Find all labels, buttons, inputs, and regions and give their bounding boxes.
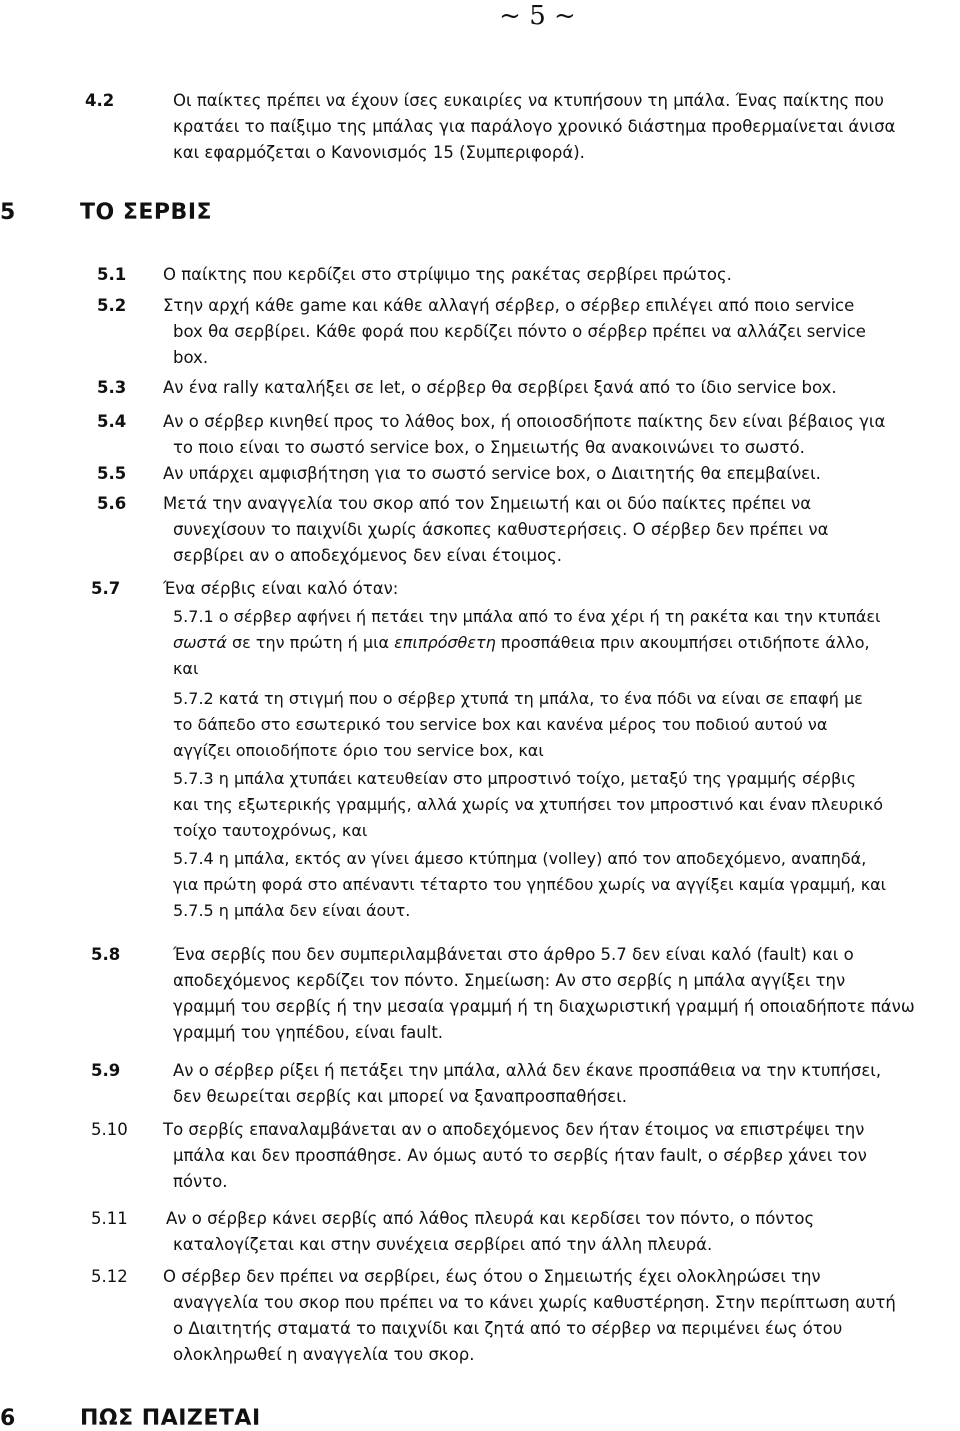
rule-text-line: Στην αρχή κάθε game και κάθε αλλαγή σέρβερ, ο σέρβερ επιλέγει από ποιο service [163,296,855,315]
rule-text-line: αποδεχόμενος κερδίζει τον πόντο. Σημείωση: Αν στο σερβίς η μπάλα αγγίξει την [173,971,846,990]
rule-text-line: Ο σέρβερ δεν πρέπει να σερβίρει, έως ότου ο Σημειωτής έχει ολοκληρώσει την [163,1267,821,1286]
subrule-text-line [173,630,886,656]
rule-text-line: κρατάει το παίξιμο της μπάλας για παράλογο χρονικό διάστημα προθερμαίνεται άνισα [173,117,896,136]
section-title: ΤΟ ΣΕΡΒΙΣ [80,200,213,225]
rule-number: 5.7 [91,579,121,598]
section-number: 5 [0,200,16,225]
rule-text-line: Ένα σερβίς που δεν συμπεριλαμβάνεται στο άρθρο 5.7 δεν είναι καλό (fault) και ο [173,945,854,964]
rule-number: 5.5 [97,464,127,483]
rule-number: 5.2 [97,296,127,315]
rule-text-line: καταλογίζεται και στην συνέχεια σερβίρει από την άλλη πλευρά. [173,1235,713,1254]
text-span: προσπάθεια πριν ακουμπήσει οτιδήποτε άλλο, [495,633,870,652]
rule-number: 5.8 [91,945,121,964]
subrule-text-line: 5.7.5 η μπάλα δεν είναι άουτ. [173,901,411,920]
rule-text-line: και εφαρμόζεται ο Κανονισμός 15 (Συμπεριφορά). [173,143,585,162]
subrule-text-line: για πρώτη φορά στο απέναντι τέταρτο του γηπέδου χωρίς να αγγίξει καμία γραμμή, και [173,875,887,894]
rule-text-line: box θα σερβίρει. Κάθε φορά που κερδίζει πόντο ο σέρβερ πρέπει να αλλάζει service [173,322,866,341]
rule-text-line: μπάλα και δεν προσπάθησε. Αν όμως αυτό το σερβίς ήταν fault, ο σέρβερ χάνει τον [173,1146,867,1165]
rule-text-line: Αν ένα rally καταλήξει σε let, ο σέρβερ θα σερβίρει ξανά από το ίδιο service box. [163,378,837,397]
rule-text-line: ολοκληρωθεί η αναγγελία του σκορ. [173,1345,475,1364]
rule-text-line: Αν ο σέρβερ κινηθεί προς το λάθος box, ή οποιοσδήποτε παίκτης δεν είναι βέβαιος για [163,412,886,431]
text-span: σε την πρώτη ή μια [226,633,395,652]
rule-number: 5.4 [97,412,127,431]
subrule-text-line: 5.7.2 κατά τη στιγμή που ο σέρβερ χτυπά τη μπάλα, το ένα πόδι να είναι σε επαφή με [173,689,863,708]
page-number: ~ 5 ~ [499,1,576,31]
rule-text-line: δεν θεωρείται σερβίς και μπορεί να ξαναπροσπαθήσει. [173,1087,628,1106]
rule-text-line: Το σερβίς επαναλαμβάνεται αν ο αποδεχόμενος δεν ήταν έτοιμος να επιστρέψει την [163,1120,865,1139]
rule-number: 5.9 [91,1061,121,1080]
rule-text-line: ο Διαιτητής σταματά το παιχνίδι και ζητά από το σέρβερ να περιμένει έως ότου [173,1319,843,1338]
rule-number: 5.12 [91,1267,128,1286]
rule-text-line: γραμμή του σερβίς ή την μεσαία γραμμή ή τη διαχωριστική γραμμή ή οποιαδήποτε πάνω [173,997,915,1016]
rule-number: 5.10 [91,1120,128,1139]
rule-text-line: Αν ο σέρβερ κάνει σερβίς από λάθος πλευρά και κερδίσει τον πόντο, ο πόντος [166,1209,815,1228]
subrule-text-line: 5.7.3 η μπάλα χτυπάει κατευθείαν στο μπροστινό τοίχο, μεταξύ της γραμμής σέρβις [173,769,856,788]
section-number: 6 [0,1406,16,1431]
italic-word: επιπρόσθετη [394,633,496,652]
rule-text-line: πόντο. [173,1172,228,1191]
rule-5-7-subitems [173,604,886,924]
rule-text-line: box. [173,348,209,367]
rule-number: 5.3 [97,378,127,397]
rule-number: 5.6 [97,494,127,513]
section-title: ΠΩΣ ΠΑΙΖΕΤΑΙ [80,1406,261,1431]
rule-text-line: Οι παίκτες πρέπει να έχουν ίσες ευκαιρίες να κτυπήσουν τη μπάλα. Ένας παίκτης που [173,91,884,110]
rule-number: 4.2 [85,91,115,110]
rule-text-line: το ποιο είναι το σωστό service box, ο Σημειωτής θα ανακοινώνει το σωστό. [173,438,805,457]
subrule-text-line: αγγίζει οποιοδήποτε όριο του service box, και [173,741,544,760]
subrule-text-line: 5.7.4 η μπάλα, εκτός αν γίνει άμεσο κτύπημα (volley) από τον αποδεχόμενο, αναπηδά, [173,849,867,868]
subrule-text-line: το δάπεδο στο εσωτερικό του service box και κανένα μέρος του ποδιού αυτού να [173,715,828,734]
rule-text-line: Ένα σέρβις είναι καλό όταν: [163,579,399,598]
subrule-text-line: 5.7.1 ο σέρβερ αφήνει ή πετάει την μπάλα από το ένα χέρι ή τη ρακέτα και την κτυπάει [173,607,881,626]
rule-text-line: γραμμή του γηπέδου, είναι fault. [173,1023,444,1042]
rule-text-line: Αν υπάρχει αμφισβήτηση για το σωστό service box, ο Διαιτητής θα επεμβαίνει. [163,464,821,483]
rule-text-line: Ο παίκτης που κερδίζει στο στρίψιμο της ρακέτας σερβίρει πρώτος. [163,265,732,284]
rule-number: 5.1 [97,265,127,284]
italic-word: σωστά [173,633,227,652]
subrule-text-line: και της εξωτερικής γραμμής, αλλά χωρίς να χτυπήσει τον μπροστινό και έναν πλευρικό [173,795,884,814]
rule-text-line: συνεχίσουν το παιχνίδι χωρίς άσκοπες καθυστερήσεις. Ο σέρβερ δεν πρέπει να [173,520,829,539]
rule-number: 5.11 [91,1209,128,1228]
subrule-text-line: τοίχο ταυτοχρόνως, και [173,821,368,840]
subrule-text-line: και [173,659,199,678]
rule-text-line: αναγγελία του σκορ που πρέπει να το κάνει χωρίς καθυστέρηση. Στην περίπτωση αυτή [173,1293,896,1312]
rule-text-line: Αν ο σέρβερ ρίξει ή πετάξει την μπάλα, αλλά δεν έκανε προσπάθεια να την κτυπήσει, [173,1061,882,1080]
rule-text-line: Μετά την αναγγελία του σκορ από τον Σημειωτή και οι δύο παίκτες πρέπει να [163,494,812,513]
rule-text-line: σερβίρει αν ο αποδεχόμενος δεν είναι έτοιμος. [173,546,563,565]
